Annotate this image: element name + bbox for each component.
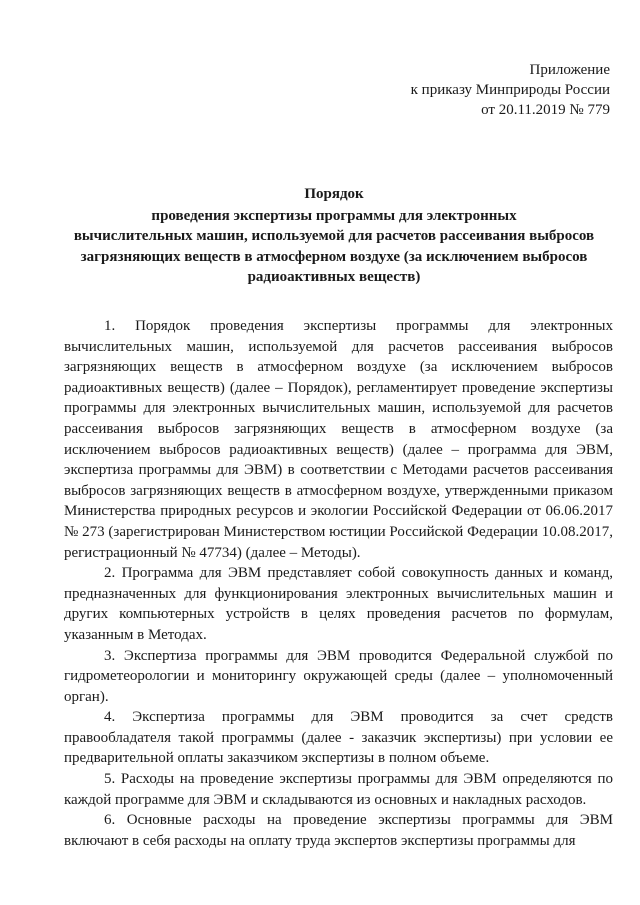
- document-title: [60, 184, 608, 288]
- paragraph-3: 3. Экспертиза программы для ЭВМ проводится Федеральной службой по гидрометеорологии и мониторингу окружающей среды (далее – уполномоченный орган).: [64, 647, 613, 705]
- paragraph-1: 1. Порядок проведения экспертизы программы для электронных вычислительных машин, используемой для расчетов рассеивания выбросов загрязняющих веществ в атмосферном воздухе (за исключением выбросов радиоактивных веществ) (далее – Порядок), регламентирует проведение экспертизы программы для электронных вычислительных машин, используемой для расчетов рассеивания выбросов загрязняющих веществ в атмосферном воздухе (за исключением выбросов радиоактивных веществ) (далее – программа для ЭВМ, экспертиза программы для ЭВМ) в соответствии с Методами расчетов рассеивания выбросов загрязняющих веществ в атмосферном воздухе, утвержденными приказом Министерства природных ресурсов и экологии Российской Федерации от 06.06.2017 № 273 (зарегистрирован Министерством юстиции Российской Федерации 10.08.2017, регистрационный № 47734) (далее – Методы).: [64, 318, 613, 561]
- paragraph-2: 2. Программа для ЭВМ представляет собой совокупность данных и команд, предназначенных для функционирования электронных вычислительных машин и других компьютерных устройств в целях проведения расчетов по формулам, указанным в Методах.: [64, 565, 613, 643]
- title-heading: Порядок: [304, 186, 364, 202]
- appendix-header: [411, 60, 610, 120]
- title-line: загрязняющих веществ в атмосферном воздухе (за исключением выбросов: [80, 248, 588, 265]
- title-line: радиоактивных веществ): [247, 269, 421, 285]
- appendix-label: Приложение: [529, 62, 610, 78]
- paragraph-6: 6. Основные расходы на проведение экспертизы программы для ЭВМ включают в себя расходы на оплату труда экспертов экспертизы программы для: [64, 812, 613, 849]
- document-body: [64, 316, 613, 851]
- title-line: проведения экспертизы программы для электронных: [151, 207, 517, 224]
- paragraph-4: 4. Экспертиза программы для ЭВМ проводится за счет средств правообладателя такой программы (далее - заказчик экспертизы) при условии ее предварительной оплаты заказчиком экспертизы в полном объеме.: [64, 709, 613, 767]
- paragraph-5: 5. Расходы на проведение экспертизы программы для ЭВМ определяются по каждой программе для ЭВМ и складываются из основных и накладных расходов.: [64, 771, 613, 808]
- appendix-order-reference: к приказу Минприроды России: [410, 82, 610, 98]
- appendix-order-date: от 20.11.2019 № 779: [481, 102, 610, 118]
- title-line: вычислительных машин, используемой для расчетов рассеивания выбросов: [73, 228, 595, 244]
